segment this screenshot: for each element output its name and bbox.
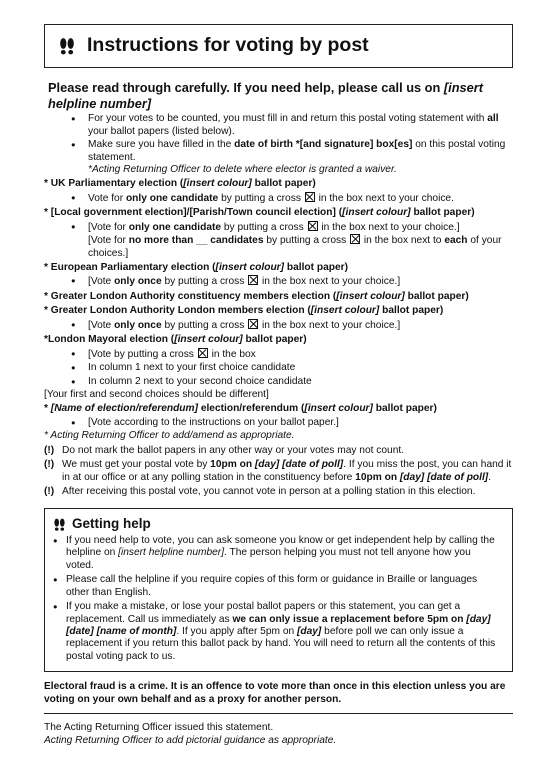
warning-item: (!) We must get your postal vote by 10pm on [day] [date of poll]. If you miss the post, you can hand it in at our office or at any polling station in the constituency before 10pm on [day] [date of poll].: [44, 459, 512, 483]
footprints-icon: [52, 517, 67, 532]
read-carefully-heading: Please read through carefully. If you need help, please call us on [insert helpline number]: [48, 80, 483, 111]
fraud-warning: Electoral fraud is a crime. It is an offence to vote more than once in this election unless you are voting on your own behalf and as a proxy for another person.: [44, 681, 513, 714]
cross-box-icon: [308, 221, 318, 231]
cross-box-icon: [350, 234, 360, 244]
pictorial-guidance-note: Acting Returning Officer to add pictorial guidance as appropriate.: [44, 734, 337, 746]
london-mayoral-heading: *London Mayoral election ([insert colour] ballot paper): [44, 334, 307, 346]
cross-box-icon: [305, 192, 315, 202]
list-item: ● Make sure you have filled in the date of birth *[and signature] box[es] on this postal voting statement. *Acting Returning Officer to delete where elector is granted a waiver.: [44, 139, 513, 176]
general-instructions: [44, 113, 513, 176]
warning-icon: (!): [44, 444, 55, 456]
getting-help-box: [44, 508, 513, 672]
warning-item: (!) Do not mark the ballot papers in any other way or your votes may not count.: [44, 444, 405, 456]
list-item: ● Vote for only one candidate by putting a cross in the box next to your choice.: [44, 192, 513, 205]
list-item: ● [Vote by putting a cross in the box: [44, 348, 513, 361]
gla-london-heading: * Greater London Authority London members election ([insert colour] ballot paper): [44, 305, 444, 317]
title-box: [44, 24, 513, 68]
list-item: ● [Vote only once by putting a cross in the box next to your choice.]: [44, 275, 513, 288]
issued-statement: The Acting Returning Officer issued this statement.: [44, 722, 274, 734]
list-item: ● For your votes to be counted, you must fill in and return this postal voting statement with all your ballot papers (listed below).: [44, 113, 513, 138]
getting-help-heading: Getting help: [52, 516, 500, 532]
cross-box-icon: [248, 275, 258, 285]
list-item: ● [Vote only once by putting a cross in the box next to your choice.]: [44, 319, 513, 332]
uk-parliamentary-heading: * UK Parliamentary election ([insert colour] ballot paper): [44, 178, 316, 190]
warning-icon: (!): [44, 459, 55, 471]
footprints-icon: [57, 36, 77, 56]
cross-box-icon: [248, 319, 258, 329]
page-title: Instructions for voting by post: [87, 34, 369, 57]
mayoral-choice-note: [Your first and second choices should be different]: [44, 388, 269, 400]
list-item: ● In column 2 next to your second choice candidate: [44, 376, 513, 388]
list-item: ● Please call the helpline if you require copies of this form or guidance in Braille or languages other than English.: [52, 574, 500, 599]
gla-constituency-heading: * Greater London Authority constituency members election ([insert colour] ballot paper): [44, 290, 469, 302]
european-election-heading: * European Parliamentary election ([insert colour] ballot paper): [44, 262, 349, 274]
warning-icon: (!): [44, 486, 55, 498]
warning-item: (!) After receiving this postal vote, you cannot vote in person at a polling station in this election.: [44, 486, 476, 498]
amend-note: * Acting Returning Officer to add/amend as appropriate.: [44, 430, 295, 442]
list-item: ● [Vote according to the instructions on your ballot paper.]: [44, 417, 513, 429]
list-item: ● [Vote for only one candidate by putting a cross in the box next to your choice.] [Vote for no more than __ candidates by putting a cross in the box next to each of your choices.]: [44, 221, 513, 260]
list-item: ● If you need help to vote, you can ask someone you know or get independent help by calling the helpline on [insert helpline number]. The person helping you must not tell anyone how you voted.: [52, 535, 500, 572]
local-election-heading: * [Local government election]/[Parish/Town council election] ([insert colour] ballot paper): [44, 207, 475, 219]
cross-box-icon: [198, 348, 208, 358]
list-item: ● If you make a mistake, or lose your postal ballot papers or this statement, you can get a replacement. Call us immediately as we can only issue a replacement before 5pm on [day] [date] [name of month]. If you apply after 5pm on [day] before poll we can only issue a replacement if you return this ballot pack by hand. You will need to return all the contents of this postal voting pack to us.: [52, 601, 500, 663]
list-item: ● In column 1 next to your first choice candidate: [44, 362, 513, 374]
referendum-heading: * [Name of election/referendum] election/referendum ([insert colour] ballot paper): [44, 403, 437, 415]
